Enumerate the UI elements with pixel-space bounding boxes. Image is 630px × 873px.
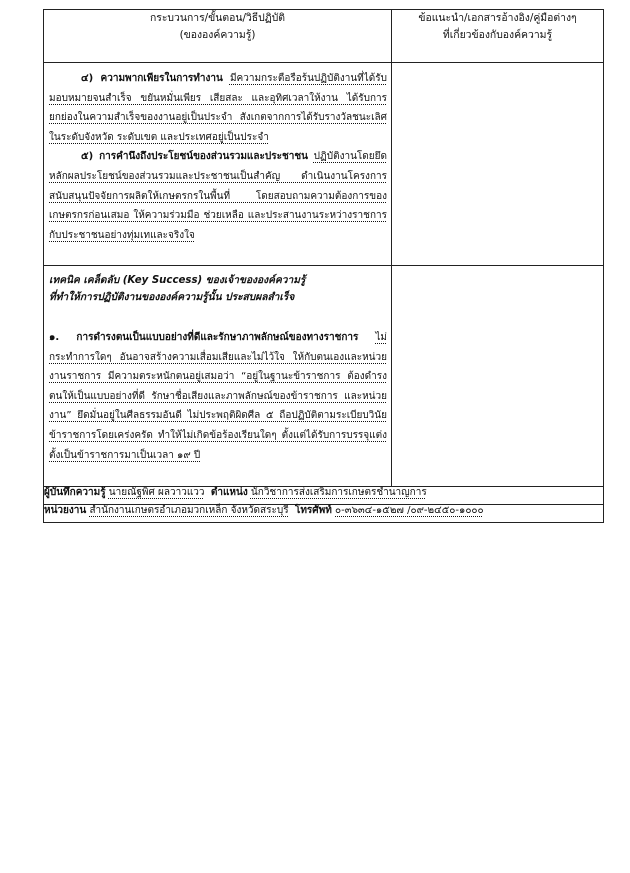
header-right-line2: ที่เกี่ยวข้องกับองค์ความรู้	[442, 29, 553, 41]
header-left-line2: (ขององค์ความรู้)	[179, 29, 256, 41]
unit-cell	[44, 505, 604, 523]
phone-label: โทรศัพท์	[294, 505, 332, 516]
item5-text: ปฏิบัติงานโดยยึดหลักผลประโยชน์ของส่วนรวมและประชาชนเป็นสำคัญ ดำเนินงานโครงการสนับสนุนปัจจัยการผลิตให้เกษตรกรในพื้นที่ โดยสอบถามความต้องการของเกษตรกรก่อนเสมอ ให้ความร่วมมือ ช่วยเหลือ และประสานงานระหว่างราชการกับประชาชนอย่างทุ่มเทและจริงใจ	[49, 151, 387, 241]
recorder-row	[44, 487, 604, 505]
work-values-notes-cell	[392, 63, 604, 266]
work-values-cell	[44, 63, 392, 266]
item4-paragraph	[49, 69, 387, 147]
key-item1-text: ไม่กระทำการใดๆ อันอาจสร้างความเสื่อมเสียและไม่ไว้ใจ ให้กับตนเองและหน่วยงานราชการ มีความตระหนักตนอยู่เสมอว่า “อยู่ในฐานะข้าราชการ ต้องดำรงตนให้เป็นแบบอย่างที่ดี รักษาชื่อเสียงและภาพลักษณ์ของข้าราชการ และหน่วยงาน” ยึดมั่นอยู่ในศีลธรรมอันดี ไม่ประพฤติผิดศีล ๕ ถือปฏิบัติตามระเบียบวินัยข้าราชการโดยเคร่งครัด ทำให้ไม่เกิดข้อร้องเรียนใดๆ ตั้งแต่ได้รับการบรรจุแต่งตั้งเป็นข้าราชการมาเป็นเวลา ๑๙ ปี	[49, 332, 387, 461]
phone-value: ๐-๓๖๓๔-๑๕๒๗ /๐๙-๒๔๕๐-๑๐๐๐	[335, 505, 484, 516]
knowledge-table	[43, 9, 604, 523]
key-success-title-line1: เทคนิค เคล็ดลับ (Key Success) ของเจ้าขององค์ความรู้	[49, 275, 306, 286]
table-row-work-values	[44, 63, 604, 266]
item4-text: มีความกระตือรือร้นปฏิบัติงานที่ได้รับมอบหมายจนสำเร็จ ขยันหมั่นเพียร เสียสละ และอุทิศเวลาให้งาน ได้รับการยกย่องในความสำเร็จของงานอยู่เป็นประจำ สังเกตจากการได้รับรางวัลชนะเลิศในระดับจังหวัด ระดับเขต และประเทศอยู่เป็นประจำ	[49, 73, 387, 143]
unit-value: สำนักงานเกษตรอำเภอมวกเหล็ก จังหวัดสระบุรี	[89, 505, 289, 516]
item5-heading: ๕) การคำนึงถึงประโยชน์ของส่วนรวมและประชาชน	[81, 151, 308, 163]
header-left-cell	[44, 10, 392, 63]
item5-paragraph	[49, 147, 387, 245]
header-right-cell	[392, 10, 604, 63]
position-value: นักวิชาการส่งเสริมการเกษตรชำนาญการ	[250, 487, 427, 498]
header-left-line1: กระบวนการ/ขั้นตอน/วิธีปฏิบัติ	[149, 12, 286, 24]
recorder-cell	[44, 487, 604, 505]
item4-heading: ๔) ความพากเพียรในการทำงาน	[81, 73, 223, 84]
header-right-line1: ข้อแนะนำ/เอกสารอ้างอิง/คู่มือต่างๆ	[418, 12, 577, 24]
recorder-label: ผู้บันทึกความรู้	[44, 487, 106, 498]
key-success-cell	[44, 266, 392, 487]
key-success-title-line2: ที่ทำให้การปฏิบัติงานขององค์ความรู้นั้น ประสบผลสำเร็จ	[49, 292, 295, 303]
recorder-name: นายณัฐพิศ ผลวาวแวว	[108, 487, 205, 498]
key-success-notes-cell	[392, 266, 604, 487]
table-header-row	[44, 10, 604, 63]
key-item1-paragraph	[49, 328, 387, 465]
unit-row	[44, 505, 604, 523]
table-row-key-success	[44, 266, 604, 487]
unit-label: หน่วยงาน	[44, 505, 87, 516]
position-label: ตำแหน่ง	[210, 487, 248, 498]
key-item1-heading: ๑. การดำรงตนเป็นแบบอย่างที่ดีและรักษาภาพลักษณ์ของทางราชการ	[49, 332, 359, 343]
